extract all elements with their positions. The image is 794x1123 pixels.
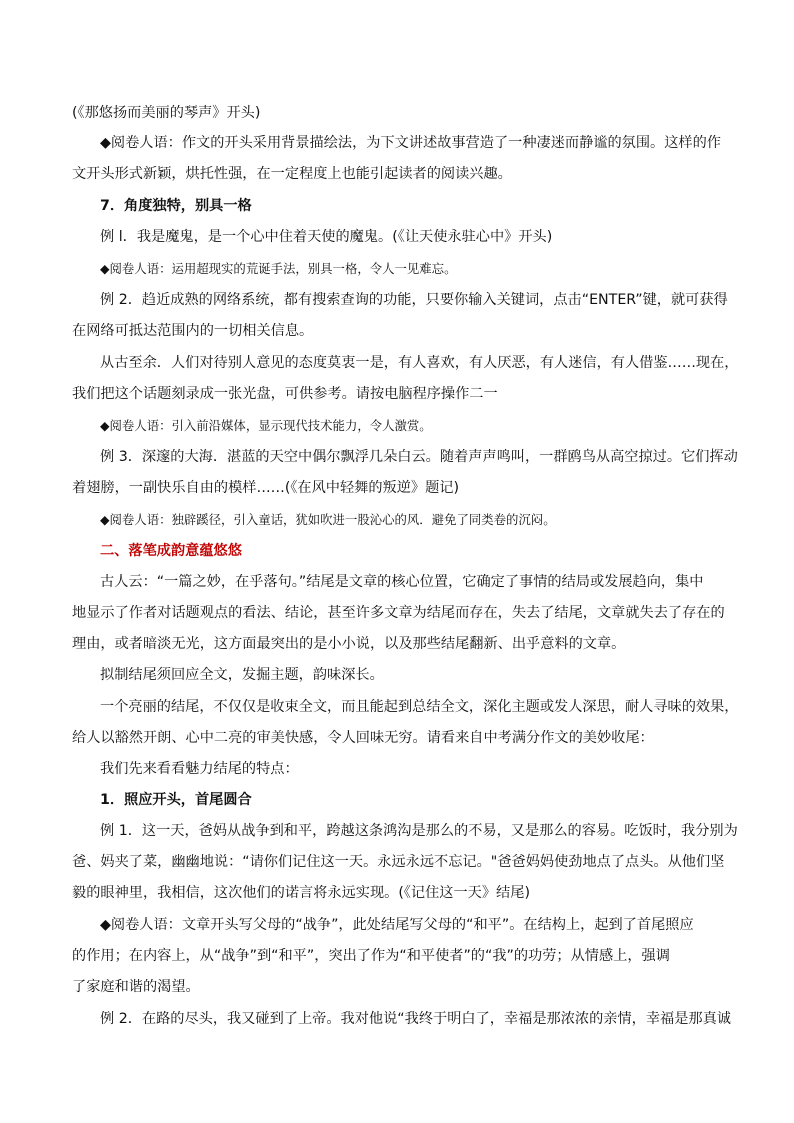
text-line: ◆阅卷人语：运用超现实的荒诞手法，别具一格，令人一见难忘。 xyxy=(100,261,457,276)
text-line: 一个亮丽的结尾，不仅仅是收束全文，而且能起到总结全文，深化主题或发人深思，耐人寻味的效果， xyxy=(100,699,739,715)
text-line: 例 1．这一天，爸妈从战争到和平，跨越这条鸿沟是那么的不易，又是那么的容易。吃饭时，我分别为 xyxy=(100,823,738,839)
text-line: ◆阅卷人语：作文的开头采用背景描绘法，为下文讲述故事营造了一种凄迷而静谧的氛围。这样的作 xyxy=(100,135,721,151)
section-heading: 二、落笔成韵意蕴悠悠 xyxy=(100,543,242,559)
text-line: 我们先来看看魅力结尾的特点： xyxy=(100,761,299,777)
section-heading: 7．角度独特，别具一格 xyxy=(100,198,252,214)
section-heading: 1．照应开头，首尾圆合 xyxy=(100,792,252,808)
text-line: 拟制结尾须回应全文，发掘主题，韵味深长。 xyxy=(100,667,384,683)
text-line: 了家庭和谐的渴望。 xyxy=(72,979,200,995)
text-line: 从古至余．人们对待别人意见的态度莫衷一是，有人喜欢，有人厌恶，有人迷信，有人借鉴……现在， xyxy=(100,355,739,371)
text-line: 古人云：“一篇之妙，在乎落句。”结尾是文章的核心位置，它确定了事情的结局或发展趋向，集中 xyxy=(100,574,704,590)
text-line: 给人以豁然开朗、心中二亮的审美快感，令人回味无穷。请看来自中考满分作文的美妙收尾： xyxy=(72,730,654,746)
text-line: 文开头形式新颖，烘托性强，在一定程度上也能引起读者的阅读兴趣。 xyxy=(72,166,512,182)
text-line: 爸、妈夹了菜，幽幽地说：“请你们记住这一天。永远永远不忘记。"爸爸妈妈使劲地点了点头。从他们坚 xyxy=(72,854,725,870)
text-line: ◆阅卷人语：文章开头写父母的“战争”，此处结尾写父母的“和平”。在结构上，起到了首尾照应 xyxy=(100,917,694,933)
text-line: 地显示了作者对话题观点的看法、结论，甚至许多文章为结尾而存在，失去了结尾，文章就失去了存在的 xyxy=(72,605,725,621)
text-line: 着翅膀，一副快乐自由的模样……(《在风中轻舞的叛逆》题记) xyxy=(72,480,460,496)
text-line: 理由，或者暗淡无光，这方面最突出的是小小说，以及那些结尾翻新、出乎意料的文章。 xyxy=(72,636,626,652)
text-line: (《那悠扬而美丽的琴声》开头) xyxy=(72,105,261,121)
text-line: 在网络可抵达范围内的一切相关信息。 xyxy=(72,323,314,339)
text-line: 例 2．趋近成熟的网络系统，都有搜索查询的功能，只要你输入关键词，点击“ENTER”键，就可获得 xyxy=(100,292,728,308)
text-line: 例 l．我是魔鬼，是一个心中住着天使的魔鬼。(《让天使永驻心中》开头) xyxy=(100,229,553,245)
text-line: 我们把这个话题刻录成一张光盘，可供参考。请按电脑程序操作二一 xyxy=(72,386,498,402)
text-line: 毅的眼神里，我相信，这次他们的诺言将永远实现。(《记住这一天》结尾) xyxy=(72,885,530,901)
text-line: ◆阅卷人语：独辟蹊径，引入童话，犹如吹进一股沁心的风．避免了同类卷的沉闷。 xyxy=(100,512,556,527)
text-line: 例 3．深邃的大海．湛蓝的天空中偶尔飘浮几朵白云。随着声声鸣叫，一群鸥鸟从高空掠过。它们挥动 xyxy=(100,449,738,465)
text-line: ◆阅卷人语：引入前沿媒体，显示现代技术能力，令人激赏。 xyxy=(100,418,432,433)
text-line: 的作用；在内容上，从“战争”到“和平”，突出了作为“和平使者”的“我”的功劳；从情感上，强调 xyxy=(72,948,670,964)
text-line: 例 2．在路的尽头，我又碰到了上帝。我对他说“我终于明白了，幸福是那浓浓的亲情，幸福是那真诚 xyxy=(100,1011,731,1027)
